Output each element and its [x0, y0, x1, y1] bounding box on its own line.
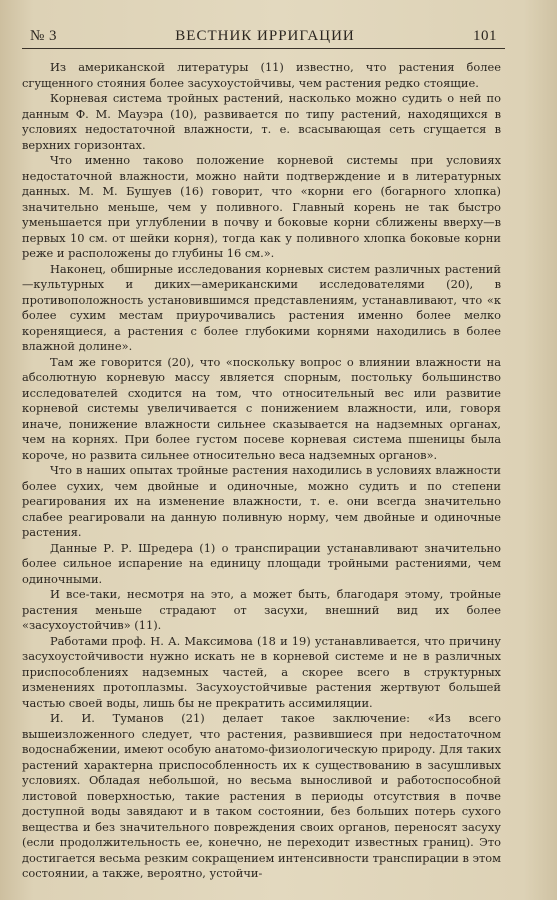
paragraph: И. И. Туманов (21) делает такое заключение: «Из всего вышеизложенного следует, что растения, развившиеся при недостаточном водоснабжении, имеют особую анатомо-физиологическую природу. Для таких растений характерна приспособленность их к существованию в засушливых условиях. Обладая небольшой, но весьма выносливой и работоспособной листовой поверхностью, такие растения в периоды отсутствия в почве доступной воды завядают и в таком состоянии, без больших потерь сухого вещества и без значительного повреждения своих органов, переносят засуху (если продолжительность ее, конечно, не переходит известных границ). Это достигается весьма резким сокращением интенсивности транспирации в этом состоянии, а также, вероятно, устойчи- — [22, 711, 501, 880]
paragraph: Из американской литературы (11) известно, что растения более сгущенного стояния более засухоустойчивы, чем растения редко стоящие. — [22, 60, 501, 90]
page-header — [30, 28, 497, 45]
paragraph: Что именно таково положение корневой системы при условиях недостаточной влажности, можно найти подтверждение и в литературных данных. М. М. Бушуев (16) говорит, что «корни его (богарного хлопка) значительно меньше, чем у поливного. Главный корень не так быстро уменьшается при углублении в почву и боковые корни сближены вверху—в первых 10 см. от шейки корня), тогда как у поливного хлопка боковые корни реже и расположены до глубины 16 см.». — [22, 153, 501, 260]
issue-number: № 3 — [30, 28, 58, 44]
journal-title: ВЕСТНИК ИРРИГАЦИИ — [175, 28, 355, 44]
paragraph: Работами проф. Н. А. Максимова (18 и 19) устанавливается, что причину засухоустойчивости нужно искать не в корневой системе и не в различных приспособлениях надземных частей, а скорее всего в структурных изменениях протоплазмы. Засухоустойчивые растения жертвуют большей частью своей воды, лишь бы не прекратить ассимиляции. — [22, 633, 501, 710]
paragraph: Там же говорится (20), что «поскольку вопрос о влиянии влажности на абсолютную корневую массу является спорным, постольку большинство исследователей сходится на том, что относительный вес или развитие корневой системы увеличивается с понижением влажности, или, говоря иначе, понижение влажности сильнее сказывается на надземных органах, чем на корнях. При более густом посеве корневая система пшеницы была короче, но развита сильнее относительно веса надземных органов». — [22, 354, 501, 462]
article-body — [22, 60, 501, 882]
paragraph: И все-таки, несмотря на это, а может быть, благодаря этому, тройные растения меньше страдают от засухи, внешний вид их более «засухоустойчив» (11). — [22, 587, 501, 632]
paragraph: Наконец, обширные исследования корневых систем различных растений—культурных и диких—американскими исследователями (20), в противоположность установившимся представлениям, устанавливают, что «к более сухим местам приурочивались растения именно более мелко коренящиеся, а растения с более глубокими корнями находились в более влажной долине». — [22, 261, 501, 353]
paragraph: Корневая система тройных растений, насколько можно судить о ней по данным Ф. М. Мауэра (10), развивается по типу растений, находящихся в условиях недостаточной влажности, т. е. всасывающая сеть сгущается в верхних горизонтах. — [22, 91, 501, 152]
page-number: 101 — [472, 28, 497, 44]
paragraph: Что в наших опытах тройные растения находились в условиях влажности более сухих, чем двойные и одиночные, можно судить и по степени реагирования их на изменение влажности, т. е. они всегда значительно слабее реагировали на данную поливную норму, чем двойные и одиночные растения. — [22, 463, 501, 539]
header-rule — [22, 48, 505, 49]
paragraph: Данные Р. Р. Шредера (1) о транспирации устанавливают значительно более сильное испарение на единицу площади тройными растениями, чем одиночными. — [22, 540, 501, 586]
